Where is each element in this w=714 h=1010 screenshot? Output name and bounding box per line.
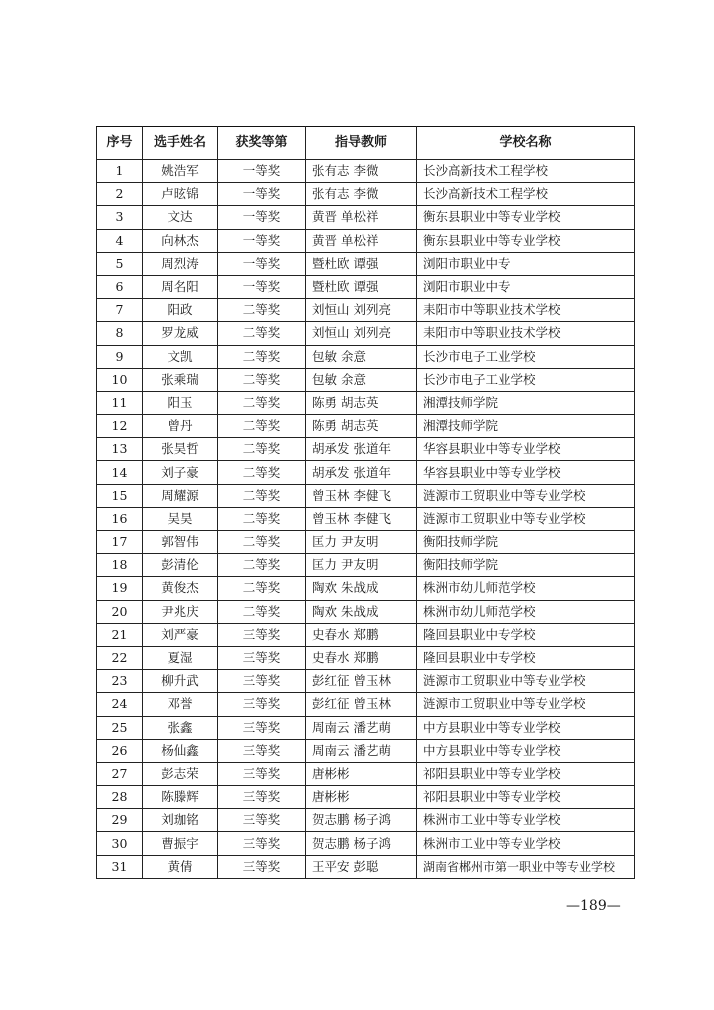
cell-instructor: 周南云 潘艺萌 bbox=[306, 739, 417, 762]
cell-award: 三等奖 bbox=[218, 809, 306, 832]
cell-school: 长沙市电子工业学校 bbox=[417, 368, 635, 391]
cell-contestant: 杨仙鑫 bbox=[143, 739, 218, 762]
cell-contestant: 文凯 bbox=[143, 345, 218, 368]
cell-contestant: 彭志荣 bbox=[143, 762, 218, 785]
cell-index: 24 bbox=[97, 693, 143, 716]
cell-index: 9 bbox=[97, 345, 143, 368]
cell-contestant: 刘珈铭 bbox=[143, 809, 218, 832]
cell-instructor: 包敏 余意 bbox=[306, 345, 417, 368]
cell-award: 一等奖 bbox=[218, 229, 306, 252]
cell-school: 长沙高新技术工程学校 bbox=[417, 183, 635, 206]
cell-contestant: 向林杰 bbox=[143, 229, 218, 252]
table-row bbox=[97, 252, 635, 275]
page-number: —189— bbox=[566, 898, 621, 914]
table-row bbox=[97, 786, 635, 809]
cell-index: 23 bbox=[97, 670, 143, 693]
cell-index: 4 bbox=[97, 229, 143, 252]
cell-instructor: 暨杜欧 谭强 bbox=[306, 275, 417, 298]
cell-award: 三等奖 bbox=[218, 623, 306, 646]
cell-index: 13 bbox=[97, 438, 143, 461]
cell-award: 三等奖 bbox=[218, 716, 306, 739]
cell-contestant: 黄俊杰 bbox=[143, 577, 218, 600]
cell-award: 二等奖 bbox=[218, 484, 306, 507]
cell-contestant: 张昊哲 bbox=[143, 438, 218, 461]
cell-instructor: 贺志鹏 杨子鸿 bbox=[306, 832, 417, 855]
cell-award: 二等奖 bbox=[218, 600, 306, 623]
cell-instructor: 暨杜欧 谭强 bbox=[306, 252, 417, 275]
table-row bbox=[97, 345, 635, 368]
cell-school: 株洲市幼儿师范学校 bbox=[417, 600, 635, 623]
table-row bbox=[97, 438, 635, 461]
cell-contestant: 夏湿 bbox=[143, 646, 218, 669]
cell-instructor: 胡承发 张道年 bbox=[306, 461, 417, 484]
cell-index: 6 bbox=[97, 275, 143, 298]
cell-index: 17 bbox=[97, 531, 143, 554]
cell-school: 株洲市工业中等专业学校 bbox=[417, 832, 635, 855]
cell-contestant: 柳升武 bbox=[143, 670, 218, 693]
header-index: 序号 bbox=[97, 127, 143, 160]
table-row bbox=[97, 275, 635, 298]
cell-contestant: 吴昊 bbox=[143, 507, 218, 530]
cell-instructor: 黄晋 单松祥 bbox=[306, 206, 417, 229]
cell-instructor: 王平安 彭聪 bbox=[306, 855, 417, 878]
cell-award: 二等奖 bbox=[218, 322, 306, 345]
cell-award: 二等奖 bbox=[218, 438, 306, 461]
cell-contestant: 周耀源 bbox=[143, 484, 218, 507]
cell-index: 10 bbox=[97, 368, 143, 391]
cell-school: 耒阳市中等职业技术学校 bbox=[417, 299, 635, 322]
table-row bbox=[97, 855, 635, 878]
cell-instructor: 匡力 尹友明 bbox=[306, 554, 417, 577]
cell-contestant: 阳玉 bbox=[143, 391, 218, 414]
table-row bbox=[97, 531, 635, 554]
cell-instructor: 黄晋 单松祥 bbox=[306, 229, 417, 252]
cell-instructor: 曾玉林 李健飞 bbox=[306, 507, 417, 530]
cell-contestant: 姚浩军 bbox=[143, 160, 218, 183]
cell-school: 浏阳市职业中专 bbox=[417, 275, 635, 298]
cell-award: 三等奖 bbox=[218, 762, 306, 785]
cell-award: 二等奖 bbox=[218, 299, 306, 322]
cell-school: 涟源市工贸职业中等专业学校 bbox=[417, 693, 635, 716]
header-instructor: 指导教师 bbox=[306, 127, 417, 160]
table-row bbox=[97, 322, 635, 345]
cell-award: 二等奖 bbox=[218, 415, 306, 438]
cell-award: 一等奖 bbox=[218, 183, 306, 206]
cell-award: 二等奖 bbox=[218, 531, 306, 554]
cell-index: 28 bbox=[97, 786, 143, 809]
table-row bbox=[97, 762, 635, 785]
cell-school: 衡东县职业中等专业学校 bbox=[417, 206, 635, 229]
cell-award: 二等奖 bbox=[218, 554, 306, 577]
header-row bbox=[97, 127, 635, 160]
cell-instructor: 唐彬彬 bbox=[306, 762, 417, 785]
cell-contestant: 阳政 bbox=[143, 299, 218, 322]
cell-contestant: 彭清伦 bbox=[143, 554, 218, 577]
cell-school: 衡东县职业中等专业学校 bbox=[417, 229, 635, 252]
table-row bbox=[97, 739, 635, 762]
cell-award: 三等奖 bbox=[218, 670, 306, 693]
table-row bbox=[97, 484, 635, 507]
cell-contestant: 周烈涛 bbox=[143, 252, 218, 275]
cell-award: 三等奖 bbox=[218, 739, 306, 762]
cell-award: 三等奖 bbox=[218, 832, 306, 855]
cell-school: 株洲市工业中等专业学校 bbox=[417, 809, 635, 832]
cell-school: 长沙市电子工业学校 bbox=[417, 345, 635, 368]
cell-school: 华容县职业中等专业学校 bbox=[417, 438, 635, 461]
table-row bbox=[97, 577, 635, 600]
table-row bbox=[97, 206, 635, 229]
cell-index: 26 bbox=[97, 739, 143, 762]
cell-instructor: 匡力 尹友明 bbox=[306, 531, 417, 554]
cell-contestant: 张乘瑞 bbox=[143, 368, 218, 391]
cell-index: 12 bbox=[97, 415, 143, 438]
header-contestant: 选手姓名 bbox=[143, 127, 218, 160]
cell-index: 22 bbox=[97, 646, 143, 669]
cell-index: 2 bbox=[97, 183, 143, 206]
cell-instructor: 包敏 余意 bbox=[306, 368, 417, 391]
table-row bbox=[97, 368, 635, 391]
cell-school: 隆回县职业中专学校 bbox=[417, 623, 635, 646]
cell-award: 一等奖 bbox=[218, 160, 306, 183]
cell-award: 三等奖 bbox=[218, 693, 306, 716]
header-award: 获奖等第 bbox=[218, 127, 306, 160]
cell-school: 隆回县职业中专学校 bbox=[417, 646, 635, 669]
cell-instructor: 贺志鹏 杨子鸿 bbox=[306, 809, 417, 832]
cell-award: 二等奖 bbox=[218, 507, 306, 530]
cell-index: 29 bbox=[97, 809, 143, 832]
cell-index: 14 bbox=[97, 461, 143, 484]
cell-school: 衡阳技师学院 bbox=[417, 554, 635, 577]
cell-index: 31 bbox=[97, 855, 143, 878]
cell-index: 8 bbox=[97, 322, 143, 345]
cell-award: 三等奖 bbox=[218, 786, 306, 809]
cell-school: 株洲市幼儿师范学校 bbox=[417, 577, 635, 600]
table-row bbox=[97, 391, 635, 414]
cell-contestant: 张鑫 bbox=[143, 716, 218, 739]
cell-contestant: 曾丹 bbox=[143, 415, 218, 438]
table-row bbox=[97, 299, 635, 322]
cell-contestant: 黄倩 bbox=[143, 855, 218, 878]
cell-school: 祁阳县职业中等专业学校 bbox=[417, 786, 635, 809]
cell-index: 21 bbox=[97, 623, 143, 646]
cell-award: 一等奖 bbox=[218, 275, 306, 298]
cell-index: 1 bbox=[97, 160, 143, 183]
cell-instructor: 曾玉林 李健飞 bbox=[306, 484, 417, 507]
cell-index: 18 bbox=[97, 554, 143, 577]
cell-award: 一等奖 bbox=[218, 206, 306, 229]
header-school: 学校名称 bbox=[417, 127, 635, 160]
table-row bbox=[97, 507, 635, 530]
cell-contestant: 刘子豪 bbox=[143, 461, 218, 484]
table-row bbox=[97, 461, 635, 484]
cell-school: 湘潭技师学院 bbox=[417, 415, 635, 438]
cell-contestant: 卢昡锦 bbox=[143, 183, 218, 206]
cell-school: 涟源市工贸职业中等专业学校 bbox=[417, 507, 635, 530]
cell-contestant: 陈滕辉 bbox=[143, 786, 218, 809]
cell-contestant: 曹振宇 bbox=[143, 832, 218, 855]
table-row bbox=[97, 600, 635, 623]
table-body bbox=[97, 160, 635, 879]
cell-index: 30 bbox=[97, 832, 143, 855]
cell-contestant: 刘严豪 bbox=[143, 623, 218, 646]
cell-school: 中方县职业中等专业学校 bbox=[417, 716, 635, 739]
cell-index: 7 bbox=[97, 299, 143, 322]
table-row bbox=[97, 832, 635, 855]
table-row bbox=[97, 693, 635, 716]
cell-instructor: 张有志 李微 bbox=[306, 160, 417, 183]
awards-table bbox=[96, 126, 635, 879]
cell-index: 11 bbox=[97, 391, 143, 414]
cell-school: 湖南省郴州市第一职业中等专业学校 bbox=[417, 855, 635, 878]
cell-index: 3 bbox=[97, 206, 143, 229]
table-row bbox=[97, 183, 635, 206]
cell-award: 一等奖 bbox=[218, 252, 306, 275]
cell-instructor: 周南云 潘艺萌 bbox=[306, 716, 417, 739]
cell-award: 二等奖 bbox=[218, 368, 306, 391]
cell-contestant: 邓誉 bbox=[143, 693, 218, 716]
cell-instructor: 史春水 郑鹏 bbox=[306, 646, 417, 669]
cell-award: 二等奖 bbox=[218, 391, 306, 414]
cell-instructor: 彭红征 曾玉林 bbox=[306, 670, 417, 693]
cell-school: 涟源市工贸职业中等专业学校 bbox=[417, 484, 635, 507]
cell-index: 20 bbox=[97, 600, 143, 623]
cell-award: 二等奖 bbox=[218, 461, 306, 484]
cell-contestant: 郭智伟 bbox=[143, 531, 218, 554]
cell-school: 长沙高新技术工程学校 bbox=[417, 160, 635, 183]
cell-school: 耒阳市中等职业技术学校 bbox=[417, 322, 635, 345]
cell-instructor: 陶欢 朱战成 bbox=[306, 600, 417, 623]
cell-index: 16 bbox=[97, 507, 143, 530]
cell-instructor: 刘恒山 刘列亮 bbox=[306, 322, 417, 345]
cell-school: 湘潭技师学院 bbox=[417, 391, 635, 414]
table-row bbox=[97, 160, 635, 183]
cell-contestant: 罗龙威 bbox=[143, 322, 218, 345]
cell-school: 中方县职业中等专业学校 bbox=[417, 739, 635, 762]
table-row bbox=[97, 716, 635, 739]
cell-contestant: 周名阳 bbox=[143, 275, 218, 298]
cell-instructor: 陶欢 朱战成 bbox=[306, 577, 417, 600]
cell-school: 涟源市工贸职业中等专业学校 bbox=[417, 670, 635, 693]
cell-school: 华容县职业中等专业学校 bbox=[417, 461, 635, 484]
table-row bbox=[97, 623, 635, 646]
cell-award: 二等奖 bbox=[218, 345, 306, 368]
table-row bbox=[97, 646, 635, 669]
cell-index: 27 bbox=[97, 762, 143, 785]
cell-contestant: 尹兆庆 bbox=[143, 600, 218, 623]
table-row bbox=[97, 229, 635, 252]
cell-instructor: 彭红征 曾玉林 bbox=[306, 693, 417, 716]
table-row bbox=[97, 415, 635, 438]
table-row bbox=[97, 809, 635, 832]
cell-index: 15 bbox=[97, 484, 143, 507]
cell-index: 25 bbox=[97, 716, 143, 739]
table-row bbox=[97, 670, 635, 693]
cell-index: 5 bbox=[97, 252, 143, 275]
cell-school: 衡阳技师学院 bbox=[417, 531, 635, 554]
cell-index: 19 bbox=[97, 577, 143, 600]
cell-contestant: 文达 bbox=[143, 206, 218, 229]
cell-award: 三等奖 bbox=[218, 646, 306, 669]
cell-instructor: 陈勇 胡志英 bbox=[306, 415, 417, 438]
cell-instructor: 胡承发 张道年 bbox=[306, 438, 417, 461]
cell-school: 浏阳市职业中专 bbox=[417, 252, 635, 275]
cell-instructor: 史春水 郑鹏 bbox=[306, 623, 417, 646]
cell-instructor: 刘恒山 刘列亮 bbox=[306, 299, 417, 322]
table-row bbox=[97, 554, 635, 577]
table-header bbox=[97, 127, 635, 160]
cell-school: 祁阳县职业中等专业学校 bbox=[417, 762, 635, 785]
cell-award: 三等奖 bbox=[218, 855, 306, 878]
cell-instructor: 张有志 李微 bbox=[306, 183, 417, 206]
cell-instructor: 唐彬彬 bbox=[306, 786, 417, 809]
cell-award: 二等奖 bbox=[218, 577, 306, 600]
cell-instructor: 陈勇 胡志英 bbox=[306, 391, 417, 414]
